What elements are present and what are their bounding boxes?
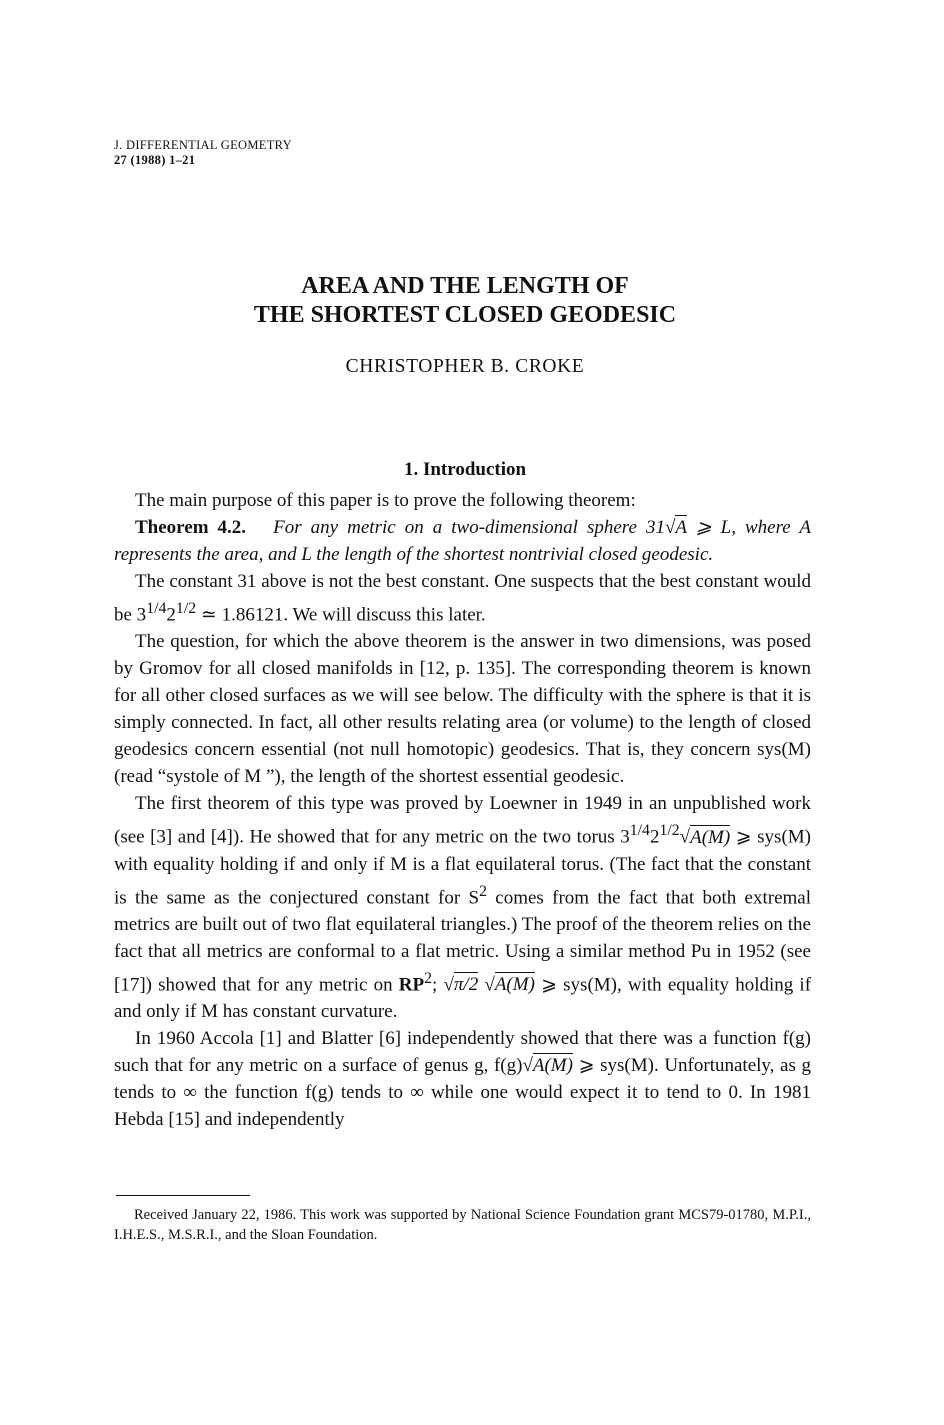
theorem-sqrt-arg: A (675, 517, 687, 538)
journal-name: J. DIFFERENTIAL GEOMETRY (114, 138, 292, 152)
footnote-text: Received January 22, 1986. This work was supported by National Science Foundation grant MCS79-01780, M.P.I., I.H.E.S., M.S.R.I., and the Sloan Foundation. (114, 1207, 811, 1243)
theorem (114, 514, 811, 568)
theorem-text-b: ⩾ L, where A represents the area, and L the length of the shortest nontrivial closed geodesic. (114, 517, 812, 565)
sqrt-sign: √ (664, 517, 676, 538)
sqrt-sign: √ (443, 974, 454, 996)
theorem-text-a: For any metric on a two-dimensional sphere 31 (273, 517, 665, 538)
sqrt-sign: √ (522, 1055, 533, 1077)
journal-volume: 27 (1988) 1–21 (114, 153, 196, 167)
paragraph-accola: In 1960 Accola [1] and Blatter [6] independently showed that there was a function f(g) such that for any metric on a surface of genus g, f(g)√A(M) ⩾ sys(M). Unfortunately, as g tends to ∞ the function f(g) tends to ∞ while one would expect it to tend to 0. In 1981 Hebda [15] and independently (114, 1028, 811, 1131)
sqrt-sign: √ (679, 826, 691, 848)
paper-title (0, 272, 930, 330)
footnote-rule (116, 1195, 250, 1196)
paragraph-intro: The main purpose of this paper is to prove the following theorem: (135, 490, 636, 511)
journal-header (114, 138, 292, 168)
theorem-label: Theorem 4.2. (135, 517, 247, 538)
body-text (114, 487, 811, 1133)
paragraph-loewner: The first theorem of this type was proved by Loewner in 1949 in an unpublished work (see [3] and [4]). He showed that for any metric on the two torus $3^{1/4}2^{1/2}√A(M)$ ⩾ sys(M) with equality holding if and only if M is a flat equilateral torus. (The fact that the constant is the same as the conjectured constant for $S^2$ comes from the fact that both extremal metrics are built out of two flat equilateral triangles.) The proof of the theorem relies on the fact that all metrics are conformal to a flat metric. Using a similar method Pu in 1952 (see [17]) showed that for any metric on $RP^2$; √π/2 √A(M) ⩾ sys(M), with equality holding if and only if M has constant curvature. (114, 793, 812, 1023)
section-title: 1. Introduction (403, 459, 527, 480)
sqrt-sign: √ (484, 974, 495, 996)
footnote (114, 1205, 811, 1245)
title-line-2: THE SHORTEST CLOSED GEODESIC (253, 302, 677, 328)
paragraph-question: The question, for which the above theorem is the answer in two dimensions, was posed by Gromov for all closed manifolds in [12, p. 135]. The corresponding theorem is known for all other closed surfaces as we will see below. The difficulty with the sphere is that it is simply connected. In fact, all other results relating area (or volume) to the length of closed geodesics concern essential (not null homotopic) geodesics. That is, they concern sys(M) (read “systole of M ”), the length of the shortest essential geodesic. (114, 631, 811, 788)
paragraph-constant: The constant 31 above is not the best constant. One suspects that the best constant would be $3^{1/4}2^{1/2}$ ≃ 1.86121. We will discuss this later. (114, 571, 811, 626)
title-line-1: AREA AND THE LENGTH OF (301, 273, 629, 299)
author: CHRISTOPHER B. CROKE (345, 356, 585, 377)
